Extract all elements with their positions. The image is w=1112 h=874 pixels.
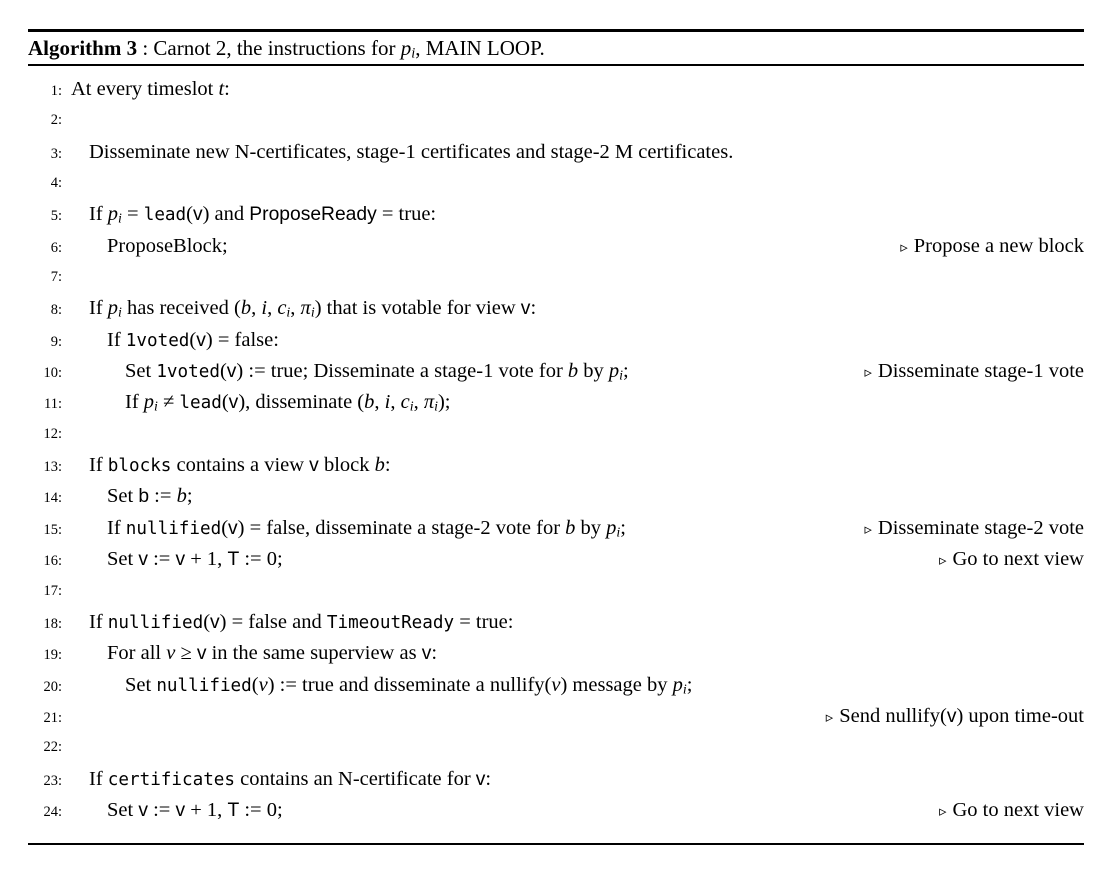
- text-segment: :=: [149, 485, 177, 508]
- text-segment: :: [530, 297, 537, 320]
- algorithm-line: [28, 576, 1084, 607]
- text-segment: v: [175, 549, 186, 571]
- line-number: 15:: [43, 521, 62, 538]
- text-segment: := 0;: [239, 548, 283, 571]
- algorithm-line: [28, 544, 1084, 575]
- text-segment: ≥: [175, 642, 197, 665]
- text-segment: v: [551, 673, 561, 696]
- text-segment: If: [89, 767, 108, 790]
- comment-triangle-icon: ▹: [864, 520, 872, 538]
- text-segment: Send nullify(: [839, 704, 947, 727]
- text-segment: 1voted: [156, 362, 220, 383]
- text-segment: i: [384, 391, 391, 414]
- text-segment: b: [565, 516, 576, 539]
- text-segment: + 1,: [185, 548, 228, 571]
- line-number: 24:: [43, 803, 62, 820]
- text-segment: p: [400, 36, 412, 60]
- algorithm-line: [28, 356, 1084, 387]
- text-segment: block: [318, 454, 375, 477]
- text-segment: π: [300, 297, 311, 320]
- line-number: 16:: [43, 553, 62, 570]
- text-segment: At every timeslot: [71, 78, 219, 100]
- text-segment: nullified: [156, 675, 252, 696]
- line-number: 14:: [43, 490, 62, 507]
- text-segment: contains an N-certificate for: [235, 767, 476, 790]
- algorithm-line: [28, 262, 1084, 293]
- text-segment: If: [125, 391, 144, 414]
- line-number: 9:: [50, 333, 62, 350]
- line-code: [107, 325, 279, 357]
- text-segment: p: [606, 516, 617, 539]
- text-segment: v: [175, 799, 186, 821]
- line-code: [107, 231, 228, 262]
- text-segment: = true:: [376, 203, 437, 226]
- text-segment: v: [309, 455, 319, 477]
- text-segment: b: [240, 297, 252, 320]
- text-segment: v: [196, 643, 207, 665]
- text-segment: );: [437, 391, 451, 414]
- text-segment: certificates: [107, 769, 236, 790]
- line-number: 12:: [43, 425, 62, 442]
- line-code: [107, 795, 283, 826]
- line-number: 3:: [50, 145, 62, 162]
- line-number: 4:: [50, 175, 62, 192]
- text-segment: b: [374, 454, 385, 477]
- line-number: 19:: [43, 647, 62, 664]
- text-segment: Set: [107, 485, 139, 508]
- text-segment: i: [118, 305, 122, 321]
- text-segment: ,: [413, 391, 424, 414]
- text-segment: p: [143, 391, 155, 414]
- text-segment: i: [118, 211, 122, 227]
- text-segment: ,: [374, 391, 385, 414]
- text-segment: p: [107, 297, 119, 320]
- text-segment: Go to next view: [952, 798, 1084, 821]
- text-segment: (: [203, 610, 211, 633]
- text-segment: :=: [147, 548, 176, 571]
- text-segment: T: [227, 799, 240, 821]
- text-segment: lead: [143, 205, 187, 226]
- text-segment: (: [219, 360, 227, 383]
- line-number: 5:: [50, 208, 62, 225]
- text-segment: Algorithm 3: [28, 36, 138, 60]
- text-segment: i: [434, 399, 438, 415]
- algorithm-bottom-rule: [28, 843, 1084, 845]
- comment-triangle-icon: ▹: [825, 708, 834, 726]
- text-segment: :: [224, 78, 230, 100]
- text-segment: Set: [125, 360, 157, 383]
- line-code: [107, 544, 283, 575]
- algorithm-line: [28, 638, 1084, 669]
- text-segment: nullified: [125, 518, 222, 539]
- line-number: 23:: [43, 772, 62, 789]
- algorithm-line: [28, 481, 1084, 512]
- comment-triangle-icon: ▹: [939, 552, 947, 570]
- line-number: 21:: [43, 709, 62, 726]
- text-segment: If: [89, 203, 108, 226]
- text-segment: ) := true and disseminate a nullify(: [267, 673, 552, 696]
- line-code: [89, 137, 733, 168]
- text-segment: :=: [147, 798, 176, 821]
- algorithm-line: [28, 795, 1084, 826]
- text-segment: If: [89, 297, 108, 320]
- line-number: 10:: [43, 365, 62, 382]
- text-segment: i: [619, 368, 624, 384]
- algorithm-line: [28, 764, 1084, 795]
- algorithm-line: [28, 168, 1084, 199]
- text-segment: v: [226, 361, 237, 383]
- algorithm-line: [28, 199, 1084, 230]
- comment-triangle-icon: ▹: [864, 364, 872, 382]
- text-segment: b: [176, 485, 187, 508]
- text-segment: ) = false and: [219, 610, 327, 633]
- text-segment: ;: [686, 673, 693, 696]
- text-segment: p: [608, 360, 620, 383]
- text-segment: v: [138, 549, 148, 571]
- text-segment: v: [258, 673, 268, 696]
- text-segment: ) that is votable for view: [314, 297, 521, 320]
- algorithm-line: [28, 607, 1084, 638]
- text-segment: ,: [267, 297, 278, 320]
- text-segment: ,: [290, 297, 301, 320]
- text-segment: If: [89, 610, 108, 633]
- line-number: 20:: [43, 678, 62, 695]
- text-segment: ), disseminate (: [238, 391, 365, 414]
- text-segment: = true:: [454, 610, 514, 633]
- text-segment: v: [520, 298, 531, 320]
- text-segment: If: [107, 516, 126, 539]
- line-comment: [855, 513, 1085, 545]
- text-segment: T: [227, 549, 240, 571]
- text-segment: ) = false, disseminate a stage-2 vote for: [237, 516, 566, 539]
- line-code: [89, 450, 391, 482]
- text-segment: ) = false:: [205, 328, 279, 351]
- text-segment: b: [138, 486, 150, 508]
- text-segment: (: [221, 391, 229, 414]
- text-segment: Set: [107, 548, 139, 571]
- line-code: [125, 670, 692, 706]
- line-number: 6:: [50, 239, 62, 256]
- text-segment: ProposeBlock;: [107, 234, 228, 257]
- line-code: [71, 74, 230, 105]
- line-number: 1:: [50, 83, 62, 99]
- text-segment: i: [286, 305, 291, 321]
- text-segment: (: [186, 203, 193, 226]
- text-segment: ) upon time-out: [956, 704, 1084, 727]
- algorithm-line: [28, 450, 1084, 481]
- line-number: 17:: [43, 582, 62, 599]
- comment-triangle-icon: ▹: [939, 802, 947, 820]
- text-segment: i: [154, 399, 158, 415]
- line-number: 8:: [50, 302, 62, 319]
- text-segment: i: [411, 45, 416, 62]
- text-segment: Disseminate stage-2 vote: [877, 516, 1084, 539]
- text-segment: ProposeReady: [249, 204, 377, 226]
- text-segment: v: [946, 705, 957, 727]
- text-segment: contains a view: [171, 454, 310, 477]
- algorithm-line: [28, 137, 1084, 168]
- line-number: 13:: [43, 459, 62, 476]
- algorithm-line: [28, 513, 1084, 544]
- text-segment: by: [575, 516, 607, 539]
- line-code: [107, 638, 437, 669]
- algorithm-line: [28, 105, 1084, 136]
- text-segment: i: [682, 682, 687, 698]
- algorithm-line: [28, 670, 1084, 701]
- text-segment: p: [672, 673, 683, 696]
- text-segment: :: [431, 642, 438, 665]
- text-segment: :: [384, 454, 391, 477]
- text-segment: (: [221, 516, 229, 539]
- text-segment: v: [228, 517, 238, 539]
- text-segment: c: [277, 297, 287, 320]
- text-segment: If: [89, 454, 108, 477]
- text-segment: i: [409, 399, 414, 415]
- line-code: [89, 607, 513, 639]
- text-segment: TimeoutReady: [326, 612, 455, 633]
- algorithm-line: [28, 325, 1084, 356]
- text-segment: ) := true; Disseminate a stage-1 vote for: [236, 360, 568, 383]
- text-segment: i: [616, 525, 621, 541]
- text-segment: If: [107, 328, 126, 351]
- algorithm-line: [28, 419, 1084, 450]
- text-segment: v: [210, 611, 220, 633]
- line-number: 7:: [50, 269, 62, 286]
- text-segment: ;: [620, 516, 626, 539]
- algorithm-top-rule: [28, 29, 1084, 32]
- text-segment: v: [228, 392, 239, 414]
- text-segment: v: [475, 768, 486, 790]
- text-segment: (: [251, 673, 259, 696]
- text-segment: Set: [107, 798, 139, 821]
- text-segment: Disseminate new N-certificates, stage-1 certificates and stage-2 M certificates.: [89, 140, 734, 163]
- comment-triangle-icon: ▹: [900, 238, 908, 256]
- text-segment: b: [364, 391, 375, 414]
- text-segment: (: [189, 328, 197, 351]
- text-segment: lead: [179, 393, 222, 414]
- line-number: 22:: [43, 739, 62, 756]
- text-segment: ≠: [157, 391, 180, 414]
- text-segment: + 1,: [185, 798, 228, 821]
- text-segment: has received (: [121, 297, 241, 320]
- text-segment: t: [218, 78, 225, 100]
- line-number: 11:: [44, 396, 62, 413]
- algorithm-line: [28, 74, 1084, 105]
- text-segment: by: [578, 360, 609, 383]
- text-segment: Disseminate stage-1 vote: [877, 360, 1084, 383]
- line-comment: [855, 356, 1085, 388]
- line-comment: [929, 795, 1084, 827]
- text-segment: For all: [107, 642, 167, 665]
- text-segment: π: [423, 391, 435, 414]
- algorithm-line: [28, 701, 1084, 732]
- text-segment: c: [400, 391, 410, 414]
- algorithm-line: [28, 231, 1084, 262]
- text-segment: ,: [251, 297, 262, 320]
- line-comment: [929, 544, 1084, 576]
- text-segment: : Carnot 2, the instructions for: [137, 36, 401, 60]
- text-segment: in the same superview as: [206, 642, 422, 665]
- line-comment: [816, 701, 1084, 733]
- algorithm-body: [28, 74, 1084, 826]
- line-code: [125, 387, 451, 423]
- text-segment: ) message by: [560, 673, 673, 696]
- line-code: [107, 481, 193, 512]
- text-segment: blocks: [107, 456, 172, 477]
- text-segment: ;: [186, 485, 193, 508]
- text-segment: := 0;: [239, 798, 283, 821]
- line-comment: [890, 231, 1084, 263]
- algorithm-line: [28, 732, 1084, 763]
- text-segment: i: [261, 297, 268, 320]
- text-segment: p: [107, 203, 119, 226]
- line-number: 18:: [43, 615, 62, 632]
- text-segment: ) and: [202, 203, 250, 226]
- text-segment: nullified: [107, 612, 204, 633]
- algorithm-line: [28, 387, 1084, 418]
- text-segment: Go to next view: [952, 548, 1084, 571]
- text-segment: i: [310, 305, 315, 321]
- text-segment: :: [485, 767, 492, 790]
- text-segment: Propose a new block: [913, 234, 1084, 257]
- text-segment: , MAIN LOOP.: [415, 36, 545, 60]
- text-segment: Set: [125, 673, 157, 696]
- line-code: [89, 764, 491, 796]
- algorithm-header-rule: [28, 64, 1084, 66]
- text-segment: v: [192, 204, 203, 226]
- text-segment: v: [138, 799, 148, 821]
- text-segment: v: [421, 643, 432, 665]
- text-segment: =: [121, 203, 144, 226]
- text-segment: v: [166, 642, 176, 665]
- text-segment: ;: [623, 360, 629, 383]
- text-segment: 1voted: [125, 330, 190, 351]
- line-number: 2:: [50, 112, 62, 129]
- text-segment: b: [567, 360, 579, 383]
- text-segment: ,: [390, 391, 401, 414]
- text-segment: v: [196, 329, 206, 351]
- algorithm-line: [28, 293, 1084, 324]
